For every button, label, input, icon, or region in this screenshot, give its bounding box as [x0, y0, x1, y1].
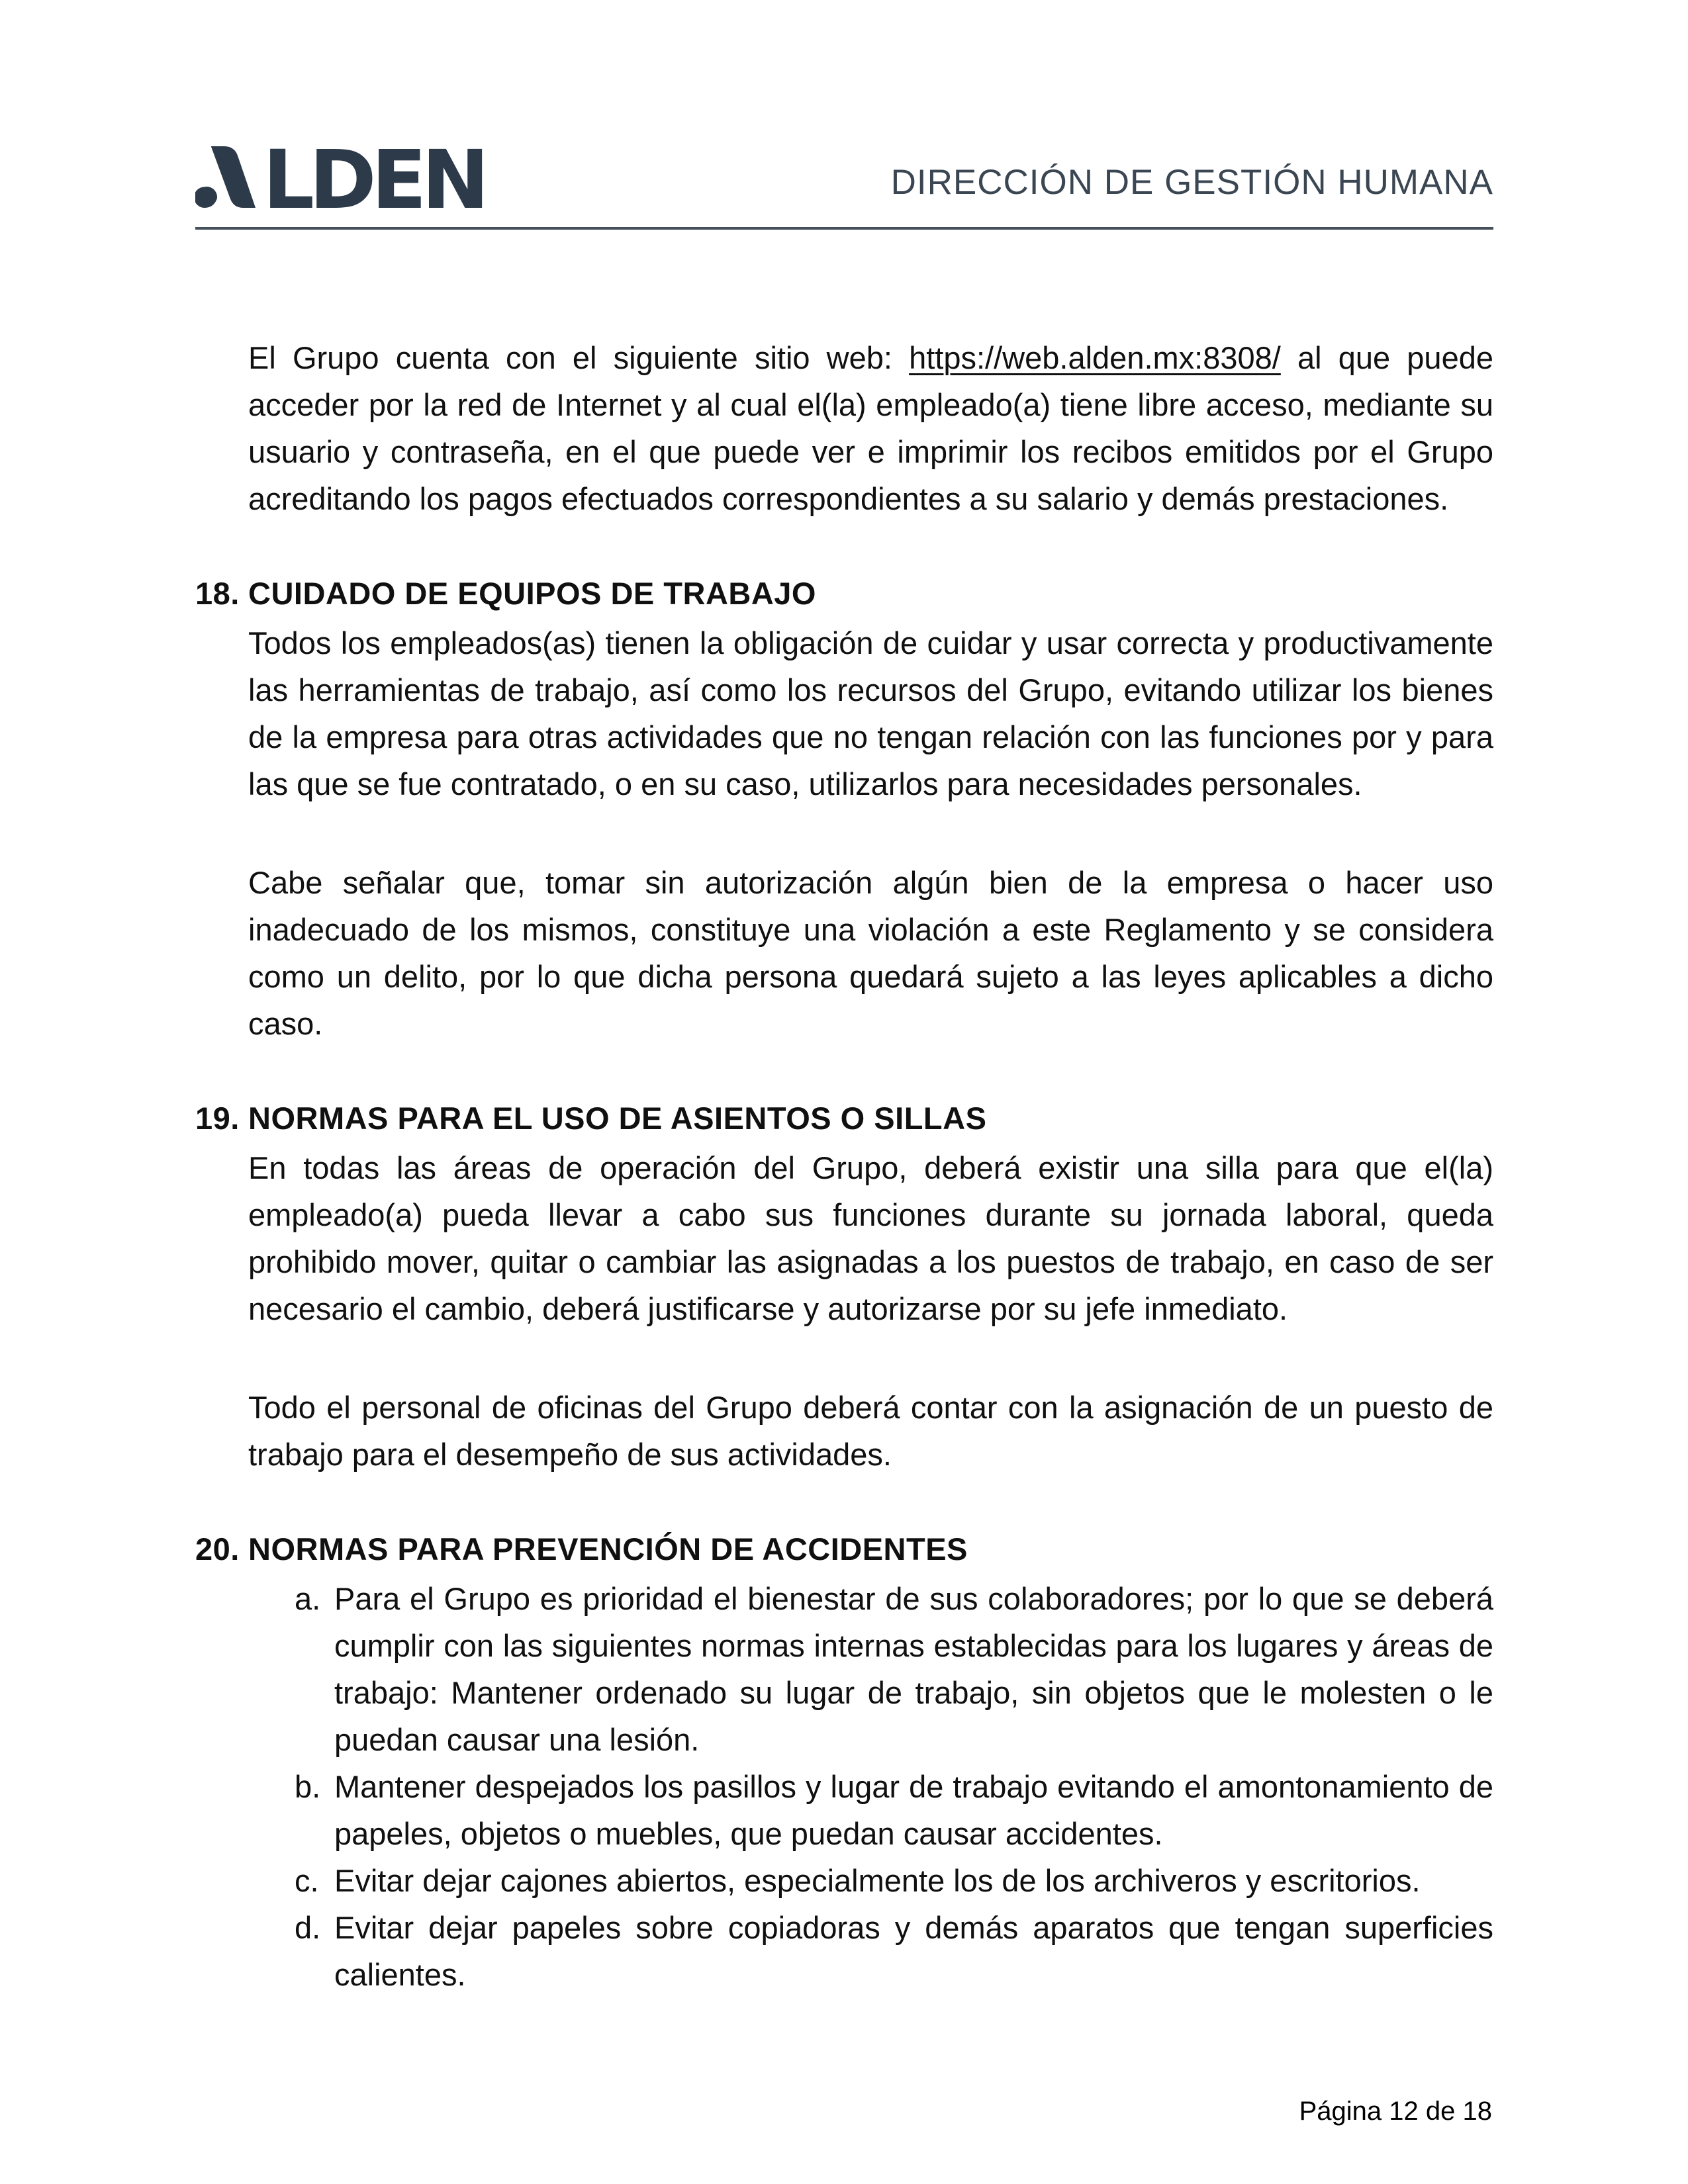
list-item-d-text: Evitar dejar papeles sobre copiadoras y demás aparatos que tengan superficies calientes. — [334, 1910, 1493, 1992]
document-body — [195, 334, 1493, 1998]
list-item-a-text: Para el Grupo es prioridad el bienestar de sus colaboradores; por lo que se deberá cumplir con las siguientes normas internas establecidas para los lugares y áreas de trabajo: Mantener ordenado su lugar de trabajo, sin objetos que le molesten o le puedan causar una lesión. — [334, 1581, 1493, 1757]
list-item-a — [295, 1575, 1493, 1763]
section-19-heading — [195, 1095, 1493, 1142]
section-18-paragraph-2: Cabe señalar que, tomar sin autorización algún bien de la empresa o hacer uso inadecuado de los mismos, constituye una violación a este Reglamento y se considera como un delito, por lo que dicha persona quedará sujeto a las leyes aplicables a dicho caso. — [248, 865, 1493, 1041]
intro-text-before-link: El Grupo cuenta con el siguiente sitio web: — [248, 340, 910, 375]
section-18-heading — [195, 570, 1493, 617]
alden-logo-icon — [195, 145, 490, 210]
list-item-a-label: a. — [295, 1581, 321, 1616]
page-footer — [1299, 2097, 1492, 2126]
list-item-c-label: c. — [295, 1863, 319, 1898]
section-20-heading — [195, 1525, 1493, 1572]
section-19-paragraph-2: Todo el personal de oficinas del Grupo deberá contar con la asignación de un puesto de trabajo para el desempeño de sus actividades. — [248, 1390, 1493, 1472]
section-20-title: NORMAS PARA PREVENCIÓN DE ACCIDENTES — [248, 1531, 968, 1567]
list-item-c — [295, 1857, 1493, 1904]
list-item-b-text: Mantener despejados los pasillos y lugar de trabajo evitando el amontonamiento de papeles, objetos o muebles, que puedan causar accidentes. — [334, 1769, 1493, 1851]
section-18-number: 18. — [195, 576, 240, 611]
section-19-number: 19. — [195, 1101, 240, 1136]
section-20-list — [295, 1575, 1493, 1998]
intro-text-after-link: al que puede acceder por la red de Internet y al cual el(la) empleado(a) tiene libre acceso, mediante su usuario y contraseña, en el que puede ver e imprimir los recibos emitidos por el Grupo acreditando los pagos efectuados correspondientes a su salario y demás prestaciones. — [248, 340, 1493, 516]
list-item-b — [295, 1763, 1493, 1857]
section-18-title: CUIDADO DE EQUIPOS DE TRABAJO — [248, 576, 816, 611]
section-19-title: NORMAS PARA EL USO DE ASIENTOS O SILLAS — [248, 1101, 987, 1136]
list-item-d-label: d. — [295, 1910, 321, 1945]
alden-logo — [195, 145, 490, 210]
header-department-title: DIRECCIÓN DE GESTIÓN HUMANA — [890, 163, 1493, 202]
intro-paragraph — [248, 334, 1493, 522]
page-number-label: Página 12 de 18 — [1299, 2097, 1492, 2126]
section-19-paragraph-1: En todas las áreas de operación del Grupo, deberá existir una silla para que el(la) empleado(a) pueda llevar a cabo sus funciones durante su jornada laboral, queda prohibido mover, quitar o cambiar las asignadas a los puestos de trabajo, en caso de ser necesario el cambio, deberá justificarse y autorizarse por su jefe inmediato. — [248, 1150, 1493, 1326]
list-item-c-text: Evitar dejar cajones abiertos, especialmente los de los archiveros y escritorios. — [334, 1863, 1421, 1898]
section-18-paragraph-1: Todos los empleados(as) tienen la obligación de cuidar y usar correcta y productivamente las herramientas de trabajo, así como los recursos del Grupo, evitando utilizar los bienes de la empresa para otras actividades que no tengan relación con las funciones por y para las que se fue contratado, o en su caso, utilizarlos para necesidades personales. — [248, 625, 1493, 801]
list-item-b-label: b. — [295, 1769, 321, 1804]
site-url-link[interactable]: https://web.alden.mx:8308/ — [909, 340, 1281, 375]
list-item-d — [295, 1904, 1493, 1998]
alden-logo-letters: LDEN — [262, 145, 485, 210]
section-20-number: 20. — [195, 1531, 240, 1567]
page-header — [195, 144, 1493, 210]
header-rule — [195, 227, 1493, 230]
